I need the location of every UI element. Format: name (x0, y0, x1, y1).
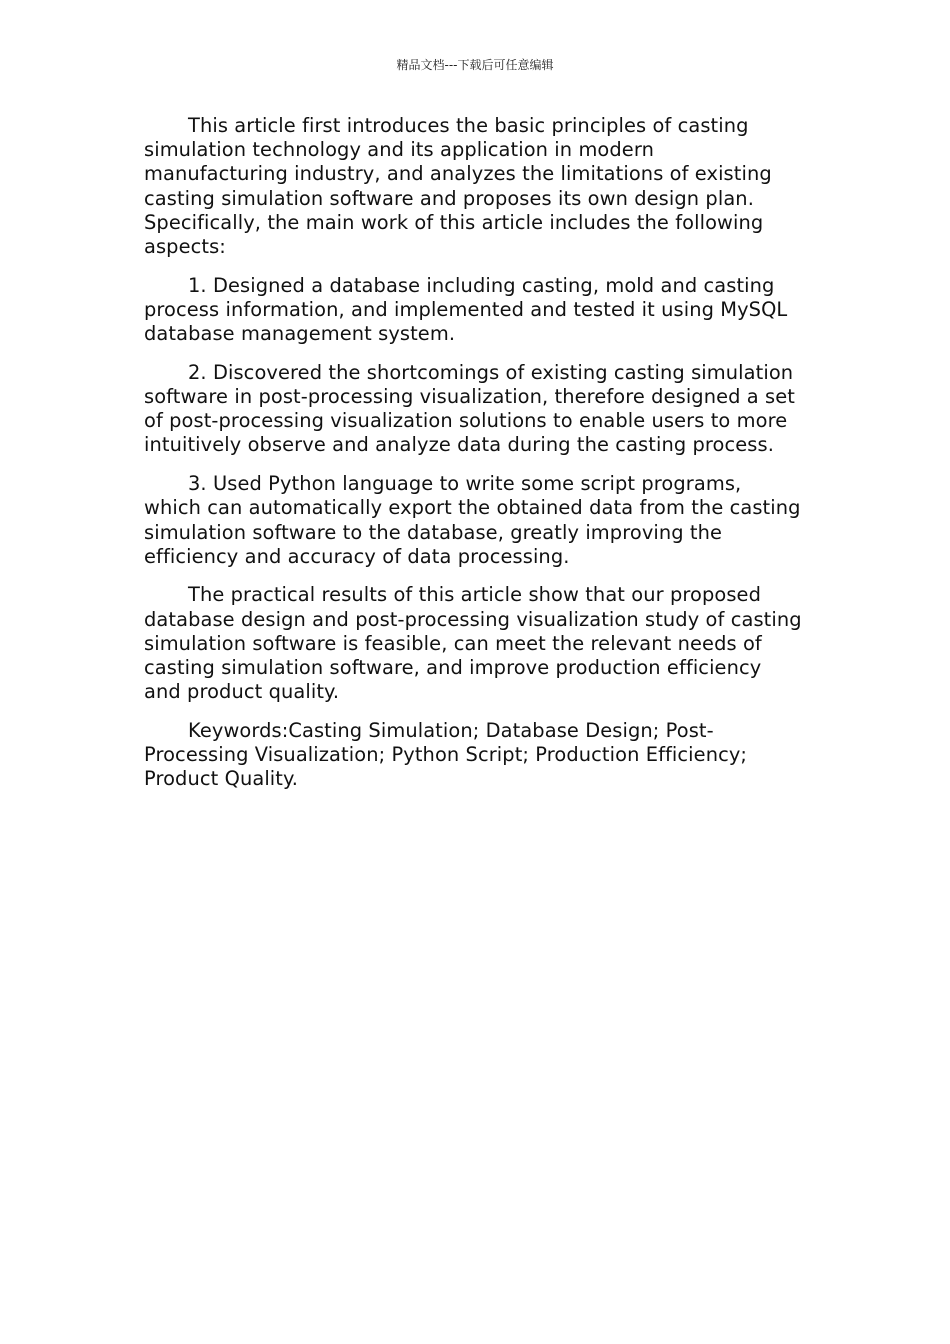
page-header: 精品文档---下载后可任意编辑 (396, 58, 554, 72)
list-item-python-scripts: 3. Used Python language to write some script programs, which can automatically export the obtained data from the casting simulation software to the database, greatly improving the efficiency and accuracy of data processing. (144, 472, 801, 568)
list-item-visualization: 2. Discovered the shortcomings of existing casting simulation software in post-processing visualization, therefore designed a set of post-processing visualization solutions to enable users to more intuitively observe and analyze data during the casting process. (144, 360, 795, 457)
intro-paragraph: This article first introduces the basic principles of casting simulation technology and its application in modern manufacturing industry, and analyzes the limitations of existing casting simulation software and proposes its own design plan. Specifically, the main work of this article includes the following aspects: (144, 114, 772, 259)
results-paragraph: The practical results of this article show that our proposed database design and post-processing visualization study of casting simulation software is feasible, can meet the relevant needs of casting simulation software, and improve production efficiency and product quality. (144, 583, 802, 704)
document-body (144, 114, 804, 806)
list-item-database: 1. Designed a database including casting, mold and casting process information, and implemented and tested it using MySQL database management system. (144, 273, 788, 346)
keywords-paragraph: Keywords:Casting Simulation; Database Design; Post-Processing Visualization; Python Script; Production Efficiency; Product Quality. (144, 718, 748, 791)
